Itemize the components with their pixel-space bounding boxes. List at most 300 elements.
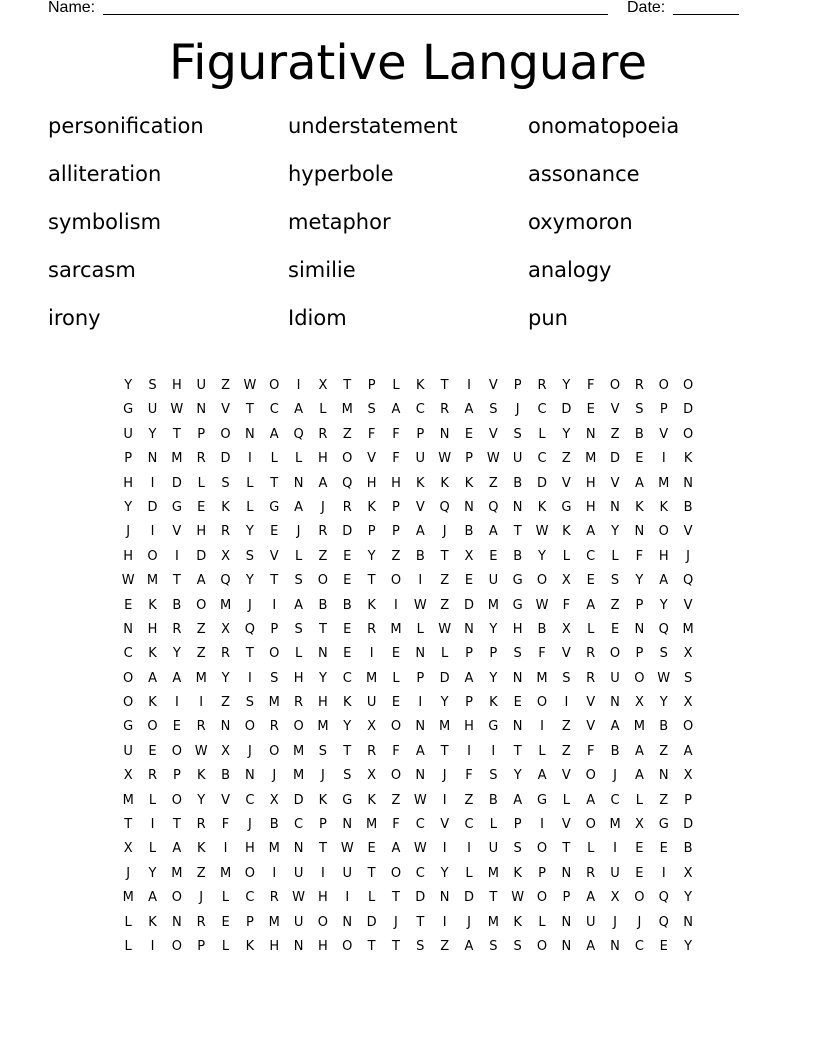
grid-cell: N [245, 768, 255, 784]
grid-cell: K [367, 597, 376, 613]
grid-cell: X [221, 621, 230, 637]
grid-cell: V [415, 499, 425, 515]
grid-cell: A [294, 597, 304, 613]
grid-cell: O [293, 719, 304, 735]
grid-cell: V [269, 548, 279, 564]
grid-cell: B [659, 719, 669, 735]
grid-cell: T [440, 378, 449, 393]
grid-cell: F [586, 743, 595, 759]
grid-cell: R [269, 890, 279, 906]
grid-cell: J [467, 914, 471, 930]
grid-cell: T [270, 475, 279, 491]
grid-cell: R [172, 621, 182, 637]
grid-cell: Q [293, 426, 304, 442]
grid-cell: B [172, 597, 182, 613]
grid-cell: B [513, 475, 523, 491]
grid-cell: P [319, 817, 327, 833]
word-list-item: analogy [528, 258, 612, 282]
grid-cell: K [440, 475, 449, 491]
grid-cell: A [172, 841, 182, 857]
grid-cell: C [294, 817, 304, 833]
grid-cell: I [467, 378, 471, 393]
grid-cell: O [634, 670, 645, 686]
grid-cell: N [196, 402, 207, 418]
grid-cell: N [512, 719, 523, 735]
grid-cell: O [536, 841, 548, 857]
grid-cell: L [124, 914, 132, 930]
grid-cell: L [392, 670, 400, 686]
grid-cell: M [219, 597, 232, 613]
grid-cell: Z [488, 475, 498, 491]
grid-cell: T [489, 890, 498, 906]
grid-cell: A [148, 890, 157, 906]
grid-cell: E [367, 841, 376, 857]
grid-cell: E [635, 451, 644, 467]
grid-cell: Y [684, 938, 693, 954]
grid-cell: U [585, 914, 596, 930]
grid-cell: K [659, 499, 668, 515]
grid-cell: Z [561, 451, 571, 467]
grid-cell: T [367, 865, 376, 881]
grid-cell: I [150, 524, 155, 540]
grid-cell: E [221, 914, 230, 930]
grid-cell: M [366, 817, 378, 833]
grid-cell: N [293, 475, 304, 491]
grid-cell: V [561, 817, 571, 833]
grid-cell: P [465, 451, 473, 467]
grid-cell: S [245, 548, 255, 564]
grid-cell: R [196, 817, 206, 833]
grid-cell: C [245, 792, 255, 808]
grid-cell: B [318, 597, 328, 613]
grid-cell: W [657, 670, 671, 686]
grid-cell: Y [172, 646, 181, 662]
grid-cell: M [682, 621, 694, 637]
grid-cell: O [171, 792, 182, 808]
grid-cell: C [464, 817, 474, 833]
grid-cell: N [220, 719, 231, 735]
grid-cell: S [416, 938, 425, 954]
grid-cell: X [561, 621, 571, 637]
grid-cell: X [634, 817, 644, 833]
grid-cell: D [147, 499, 158, 515]
grid-cell: L [246, 499, 254, 515]
grid-cell: Z [196, 865, 206, 881]
grid-cell: S [245, 695, 255, 711]
grid-cell: H [293, 670, 304, 686]
grid-cell: K [367, 499, 376, 515]
grid-cell: C [586, 548, 596, 564]
grid-cell: N [683, 914, 693, 930]
grid-cell: L [441, 646, 449, 662]
grid-cell: N [464, 499, 474, 515]
grid-cell: P [197, 426, 206, 442]
grid-cell: U [610, 670, 620, 686]
grid-cell: L [197, 475, 205, 491]
grid-cell: Z [196, 646, 206, 662]
grid-cell: W [170, 402, 184, 418]
grid-cell: Z [342, 426, 352, 442]
grid-cell: O [269, 646, 280, 662]
grid-cell: J [394, 914, 398, 930]
grid-cell: P [245, 914, 254, 930]
grid-cell: H [318, 938, 328, 954]
grid-cell: U [196, 378, 206, 393]
grid-cell: T [172, 817, 181, 833]
grid-cell: A [659, 573, 669, 589]
grid-cell: Y [562, 378, 571, 393]
grid-cell: N [439, 890, 450, 906]
grid-cell: R [586, 670, 596, 686]
grid-cell: J [321, 499, 325, 515]
grid-cell: O [269, 378, 280, 393]
grid-cell: L [294, 451, 303, 467]
grid-cell: O [244, 719, 255, 735]
grid-cell: Y [245, 573, 254, 589]
grid-cell: N [610, 499, 620, 515]
name-blank-line [103, 14, 608, 15]
grid-cell: U [293, 914, 304, 930]
grid-cell: D [342, 524, 353, 540]
grid-cell: L [538, 914, 546, 930]
grid-cell: A [634, 475, 644, 491]
word-list-item: sarcasm [48, 258, 136, 282]
grid-cell: S [610, 573, 620, 589]
grid-cell: S [294, 573, 303, 589]
grid-cell: Q [244, 621, 255, 637]
grid-cell: S [562, 670, 571, 686]
grid-cell: V [586, 695, 596, 711]
grid-cell: N [683, 475, 693, 491]
grid-cell: S [489, 768, 498, 784]
grid-cell: I [540, 719, 544, 735]
grid-cell: Z [610, 426, 620, 442]
grid-cell: O [171, 743, 182, 759]
grid-cell: V [659, 426, 669, 442]
grid-cell: I [272, 597, 277, 613]
grid-cell: E [343, 548, 352, 564]
grid-cell: R [586, 646, 596, 662]
grid-cell: S [221, 475, 230, 491]
grid-cell: K [148, 597, 157, 613]
grid-cell: S [513, 426, 522, 442]
grid-cell: D [439, 670, 450, 686]
grid-cell: N [171, 914, 182, 930]
grid-cell: Q [439, 499, 450, 515]
grid-cell: E [659, 841, 668, 857]
grid-cell: E [610, 621, 620, 637]
grid-cell: N [634, 524, 645, 540]
grid-cell: Z [659, 792, 669, 808]
grid-cell: U [123, 743, 133, 759]
grid-cell: O [536, 695, 548, 711]
grid-cell: U [488, 841, 499, 857]
grid-cell: P [659, 402, 668, 418]
grid-cell: M [658, 475, 670, 491]
grid-cell: D [561, 402, 572, 418]
grid-cell: C [634, 938, 644, 954]
grid-cell: K [464, 475, 474, 491]
grid-cell: R [586, 865, 596, 881]
word-list-item: irony [48, 306, 101, 330]
word-list [48, 110, 768, 350]
grid-cell: S [513, 938, 522, 954]
grid-cell: T [270, 573, 279, 589]
grid-cell: U [342, 865, 353, 881]
grid-cell: O [123, 670, 134, 686]
grid-cell: M [268, 695, 280, 711]
grid-cell: S [659, 646, 668, 662]
grid-cell: P [465, 695, 473, 711]
grid-cell: V [610, 475, 620, 491]
grid-cell: O [317, 573, 329, 589]
grid-cell: P [538, 865, 546, 881]
grid-cell: K [416, 475, 425, 491]
grid-cell: Y [367, 548, 376, 564]
grid-cell: W [292, 890, 305, 906]
grid-cell: L [270, 451, 278, 467]
grid-cell: K [148, 914, 157, 930]
grid-cell: V [561, 475, 571, 491]
grid-cell: S [513, 646, 522, 662]
grid-cell: N [147, 451, 158, 467]
word-list-item: understatement [288, 114, 458, 138]
grid-cell: C [537, 451, 547, 467]
grid-cell: X [123, 841, 133, 857]
grid-cell: M [195, 670, 207, 686]
grid-cell: T [318, 621, 327, 637]
grid-cell: Y [318, 670, 327, 686]
grid-cell: K [367, 792, 376, 808]
grid-cell: W [413, 597, 427, 613]
grid-cell: J [272, 768, 277, 784]
grid-cell: T [513, 524, 522, 540]
grid-cell: E [586, 573, 595, 589]
grid-cell: A [294, 402, 304, 418]
grid-cell: S [270, 670, 279, 686]
grid-cell: F [538, 646, 546, 662]
grid-cell: O [171, 890, 182, 906]
grid-cell: D [683, 402, 694, 418]
grid-cell: W [340, 841, 354, 857]
grid-cell: B [488, 792, 498, 808]
grid-cell: Z [610, 597, 620, 613]
grid-cell: K [196, 841, 206, 857]
grid-cell: A [586, 524, 596, 540]
grid-cell: Z [561, 719, 571, 735]
grid-cell: T [172, 426, 181, 442]
grid-cell: Q [220, 573, 231, 589]
grid-cell: K [683, 451, 693, 467]
grid-cell: Q [682, 573, 694, 589]
grid-cell: A [634, 743, 644, 759]
grid-cell: L [611, 548, 619, 564]
grid-cell: A [294, 499, 304, 515]
grid-cell: E [464, 426, 474, 442]
grid-cell: N [245, 426, 255, 442]
grid-cell: I [150, 817, 155, 833]
grid-cell: P [635, 597, 644, 613]
grid-cell: O [123, 695, 134, 711]
grid-cell: G [536, 792, 548, 808]
grid-cell: I [345, 890, 350, 906]
grid-cell: G [123, 402, 134, 418]
grid-cell: H [318, 890, 328, 906]
grid-cell: J [442, 524, 447, 540]
grid-cell: M [341, 402, 353, 418]
grid-cell: F [221, 817, 230, 833]
grid-cell: T [562, 841, 571, 857]
grid-cell: D [610, 451, 621, 467]
grid-cell: D [463, 597, 474, 613]
grid-cell: L [587, 841, 595, 857]
grid-cell: N [318, 646, 328, 662]
grid-cell: I [369, 646, 374, 662]
grid-cell: P [172, 768, 181, 784]
grid-cell: R [634, 378, 644, 393]
grid-cell: H [318, 451, 328, 467]
grid-cell: A [610, 719, 620, 735]
grid-cell: F [465, 768, 473, 784]
grid-cell: R [221, 524, 231, 540]
grid-cell: M [292, 743, 305, 759]
grid-cell: B [513, 548, 523, 564]
grid-cell: D [366, 914, 377, 930]
grid-cell: K [148, 695, 157, 711]
grid-cell: L [124, 938, 132, 954]
grid-cell: T [172, 573, 181, 589]
grid-cell: E [489, 548, 498, 564]
grid-cell: C [610, 792, 620, 808]
grid-cell: R [294, 695, 304, 711]
grid-cell: O [536, 573, 548, 589]
grid-cell: P [416, 426, 425, 442]
grid-cell: M [487, 597, 499, 613]
grid-cell: N [512, 499, 523, 515]
grid-cell: V [561, 768, 571, 784]
grid-cell: I [247, 451, 252, 467]
grid-cell: W [413, 841, 427, 857]
grid-cell: J [613, 768, 617, 784]
grid-cell: N [610, 938, 620, 954]
grid-cell: O [342, 451, 353, 467]
grid-cell: E [343, 646, 352, 662]
grid-cell: J [199, 890, 204, 906]
grid-cell: I [199, 695, 204, 711]
word-list-item: oxymoron [528, 210, 633, 234]
grid-cell: L [562, 548, 570, 564]
grid-cell: C [415, 865, 425, 881]
grid-cell: K [221, 499, 230, 515]
grid-cell: I [467, 841, 471, 857]
grid-cell: E [391, 695, 401, 711]
grid-cell: W [438, 451, 452, 467]
grid-cell: A [488, 524, 498, 540]
header-line [48, 0, 748, 20]
grid-cell: M [317, 719, 329, 735]
grid-cell: L [319, 402, 327, 418]
grid-cell: A [196, 573, 206, 589]
grid-cell: X [683, 865, 693, 881]
grid-cell: E [172, 719, 181, 735]
grid-cell: E [197, 499, 206, 515]
grid-cell: K [416, 378, 425, 393]
word-list-item: alliteration [48, 162, 162, 186]
grid-cell: R [367, 621, 377, 637]
grid-cell: M [292, 768, 305, 784]
grid-cell: O [682, 719, 694, 735]
word-list-item: similie [288, 258, 356, 282]
grid-cell: P [416, 670, 425, 686]
grid-cell: R [221, 646, 231, 662]
grid-cell: K [635, 499, 644, 515]
grid-cell: W [511, 890, 525, 906]
grid-cell: M [390, 621, 402, 637]
grid-cell: N [293, 938, 304, 954]
grid-cell: Z [391, 548, 401, 564]
grid-cell: Y [440, 865, 449, 881]
grid-cell: E [343, 621, 352, 637]
grid-cell: M [171, 451, 183, 467]
grid-cell: Q [658, 621, 669, 637]
grid-cell: O [536, 938, 548, 954]
grid-cell: Z [464, 792, 474, 808]
grid-cell: L [148, 792, 157, 808]
grid-cell: I [613, 841, 617, 857]
grid-cell: R [269, 719, 279, 735]
grid-cell: R [196, 451, 206, 467]
grid-cell: U [488, 573, 499, 589]
grid-cell: Z [440, 597, 450, 613]
grid-cell: U [610, 865, 620, 881]
grid-cell: I [296, 378, 301, 393]
grid-cell: S [294, 621, 303, 637]
grid-cell: M [536, 670, 548, 686]
grid-cell: X [683, 646, 693, 662]
word-list-item: metaphor [288, 210, 391, 234]
grid-cell: M [122, 792, 134, 808]
grid-cell: R [147, 768, 158, 784]
grid-cell: O [244, 865, 255, 881]
grid-cell: Y [562, 426, 571, 442]
grid-cell: D [683, 817, 694, 833]
grid-cell: A [464, 402, 474, 418]
grid-cell: M [219, 865, 232, 881]
grid-cell: M [487, 914, 499, 930]
grid-cell: N [561, 938, 572, 954]
grid-cell: U [147, 402, 158, 418]
grid-cell: H [245, 841, 255, 857]
grid-cell: I [442, 914, 447, 930]
grid-cell: V [440, 817, 450, 833]
grid-cell: L [416, 621, 424, 637]
grid-cell: W [438, 621, 452, 637]
grid-cell: L [465, 865, 473, 881]
grid-cell: S [683, 670, 693, 686]
grid-cell: M [487, 865, 499, 881]
grid-cell: I [150, 938, 155, 954]
grid-cell: N [464, 621, 474, 637]
grid-cell: M [171, 865, 183, 881]
grid-cell: H [391, 475, 401, 491]
grid-cell: I [418, 695, 423, 711]
grid-cell: Z [391, 792, 401, 808]
grid-cell: Y [489, 621, 498, 637]
date-blank-line [673, 14, 739, 15]
grid-cell: F [562, 597, 571, 613]
grid-cell: A [634, 768, 644, 784]
grid-cell: S [148, 378, 157, 393]
